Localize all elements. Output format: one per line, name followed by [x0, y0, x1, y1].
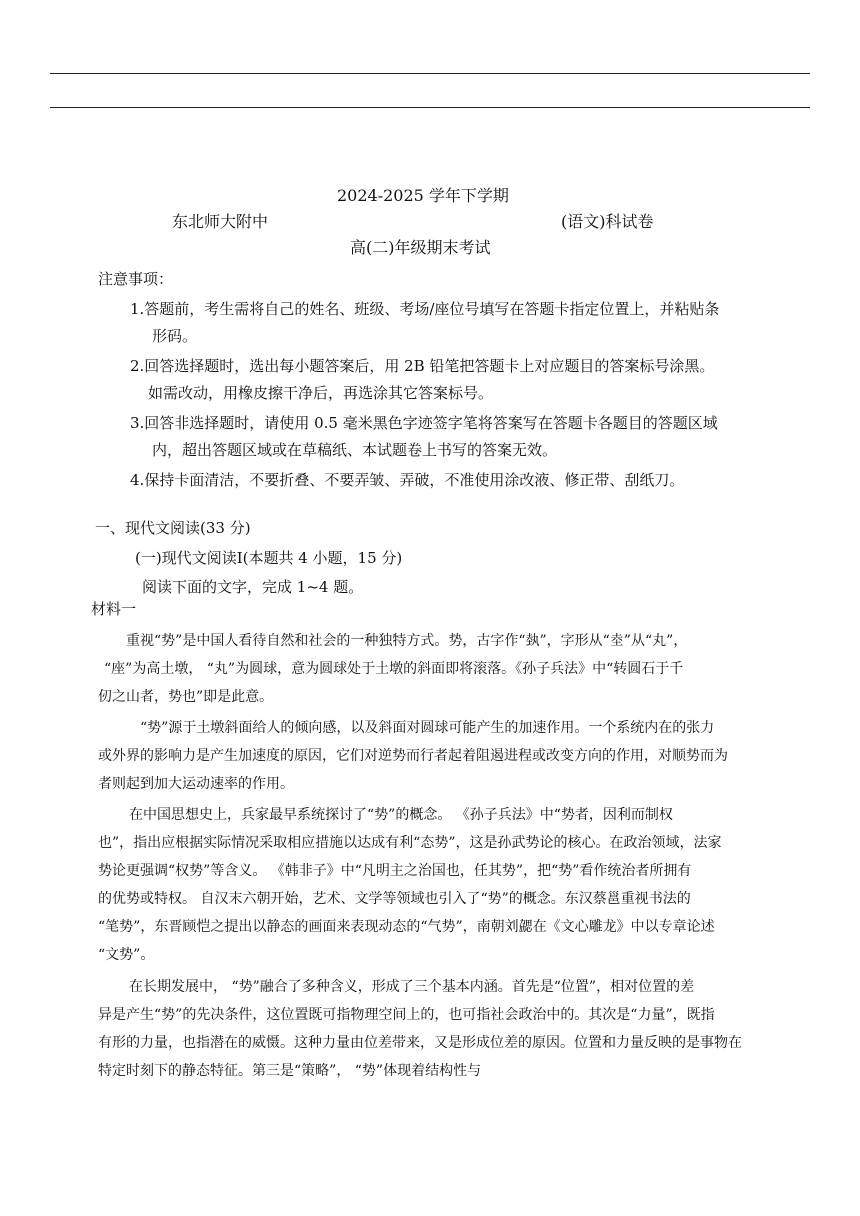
- notice-item-2a: 2.回答选择题时，选出每小题答案后，用 2B 铅笔把答题卡上对应题目的答案标号涂黑。: [130, 357, 715, 375]
- p3-line-4: 的优势或特权。 自汉末六朝开始，艺术、文学等领域也引入了“势”的概念。东汉蔡邕重视书法的: [98, 891, 691, 907]
- p3-line-1: 在中国思想史上，兵家最早系统探讨了“势”的概念。 《孙子兵法》中“势者，因利而制权: [129, 807, 673, 823]
- p4-line-1: 在长期发展中， “势”融合了多种含义，形成了三个基本内涵。首先是“位置”，相对位置的差: [129, 979, 695, 995]
- subsection-title: (一)现代文阅读Ⅰ(本题共 4 小题，15 分): [135, 549, 403, 567]
- p2-line-1: “势”源于土墩斜面给人的倾向感，以及斜面对圆球可能产生的加速作用。一个系统内在的张力: [140, 720, 715, 736]
- p3-line-3: 势论更强调“权势”等含义。 《韩非子》中“凡明主之治国也，任其势”，把“势”看作统治者所拥有: [98, 863, 692, 879]
- reading-instruction: 阅读下面的文字，完成 1~4 题。: [142, 578, 364, 596]
- p1-line-1: 重视“势”是中国人看待自然和社会的一种独特方式。势，古字作“埶”，字形从“坴”从“丸”，: [126, 633, 688, 649]
- p2-line-2: 或外界的影响力是产生加速度的原因，它们对逆势而行者起着阻遏进程或改变方向的作用，对顺势而为: [98, 748, 728, 764]
- p3-line-5: “笔势”，东晋顾恺之提出以静态的画面来表现动态的“气势”，南朝刘勰在《文心雕龙》中以专章论述: [98, 919, 715, 935]
- second-rule: [50, 107, 810, 108]
- exam-title: 高(二)年级期末考试: [350, 238, 491, 257]
- notice-item-3a: 3.回答非选择题时，请使用 0.5 毫米黑色字迹签字笔将答案写在答题卡各题目的答题区域: [130, 414, 718, 432]
- p3-line-2: 也”，指出应根据实际情况采取相应措施以达成有利“态势”，这是孙武势论的核心。在政治领域，法家: [98, 835, 722, 851]
- p4-line-2: 异是产生“势”的先决条件，这位置既可指物理空间上的，也可指社会政治中的。其次是“力量”，既指: [98, 1007, 715, 1023]
- top-rule: [50, 73, 810, 74]
- p3-line-6: “文势”。: [98, 947, 155, 963]
- notice-item-1a: 1.答题前，考生需将自己的姓名、班级、考场/座位号填写在答题卡指定位置上，并粘贴条: [130, 300, 720, 318]
- school-name: 东北师大附中: [172, 212, 269, 231]
- notice-title: 注意事项：: [98, 270, 174, 288]
- notice-item-3b: 内，超出答题区域或在草稿纸、本试题卷上书写的答案无效。: [152, 441, 558, 459]
- exam-term: 2024-2025 学年下学期: [337, 186, 509, 205]
- p2-line-3: 者则起到加大运动速率的作用。: [98, 776, 294, 792]
- notice-item-1b: 形码。: [152, 327, 198, 345]
- p4-line-3: 有形的力量，也指潜在的威慑。这种力量由位差带来，又是形成位差的原因。位置和力量反映的是事物在: [98, 1035, 742, 1051]
- notice-item-2b: 如需改动，用橡皮擦干净后，再选涂其它答案标号。: [148, 384, 494, 402]
- subject-title: (语文)科试卷: [561, 212, 654, 231]
- p4-line-4: 特定时刻下的静态特征。第三是“策略”， “势”体现着结构性与: [98, 1063, 482, 1079]
- notice-item-4: 4.保持卡面清洁，不要折叠、不要弄皱、弄破，不准使用涂改液、修正带、刮纸刀。: [130, 471, 685, 489]
- section-title: 一、现代文阅读(33 分): [95, 519, 251, 537]
- p1-line-3: 仞之山者，势也”即是此意。: [98, 689, 274, 705]
- p1-line-2: “座”为高土墩， “丸”为圆球，意为圆球处于土墩的斜面即将滚落。《孙子兵法》中“转圆石于千: [104, 661, 684, 677]
- material-label: 材料一: [91, 600, 137, 618]
